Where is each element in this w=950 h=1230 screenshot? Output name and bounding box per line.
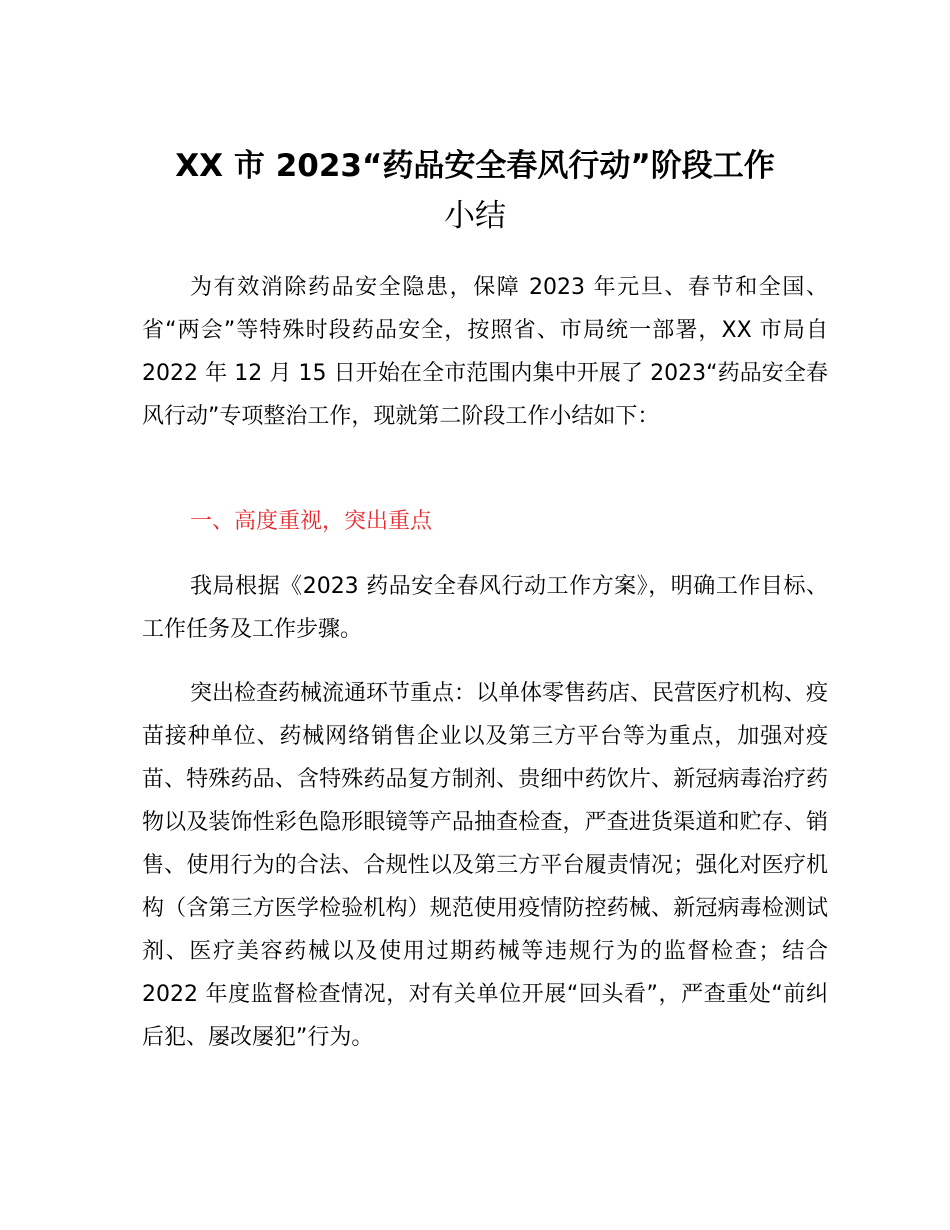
- section-paragraph-2: 突出检查药械流通环节重点：以单体零售药店、民营医疗机构、疫苗接种单位、药械网络销售企业以及第三方平台等为重点，加强对疫苗、特殊药品、含特殊药品复方制剂、贵细中药饮片、新冠病毒治疗药物以及装饰性彩色隐形眼镜等产品抽查检查，严查进货渠道和贮存、销售、使用行为的合法、合规性以及第三方平台履责情况；强化对医疗机构（含第三方医学检验机构）规范使用疫情防控药械、新冠病毒检测试剂、医疗美容药械以及使用过期药械等违规行为的监督检查；结合 2022 年度监督检查情况，对有关单位开展“回头看”，严查重处“前纠后犯、屡改屡犯”行为。: [142, 681, 829, 1050]
- intro-paragraph: 为有效消除药品安全隐患，保障 2023 年元旦、春节和全国、省“两会”等特殊时段药品安全，按照省、市局统一部署，XX 市局自 2022 年 12 月 15 日开始在全市范围内集中开展了 2023“药品安全春风行动”专项整治工作，现就第二阶段工作小结如下：: [142, 275, 828, 429]
- title-campaign: “药品安全春风行动”阶段工作: [361, 148, 775, 184]
- title-year: 2023: [275, 148, 362, 184]
- section-heading: 一、高度重视，突出重点: [190, 509, 433, 534]
- title-city: 市: [223, 148, 276, 184]
- section-paragraph-1: 我局根据《2023 药品安全春风行动工作方案》，明确工作目标、工作任务及工作步骤。: [142, 574, 828, 642]
- page-title: [120, 143, 830, 189]
- title-prefix: XX: [175, 148, 224, 184]
- page-title-line2: 小结: [444, 198, 506, 234]
